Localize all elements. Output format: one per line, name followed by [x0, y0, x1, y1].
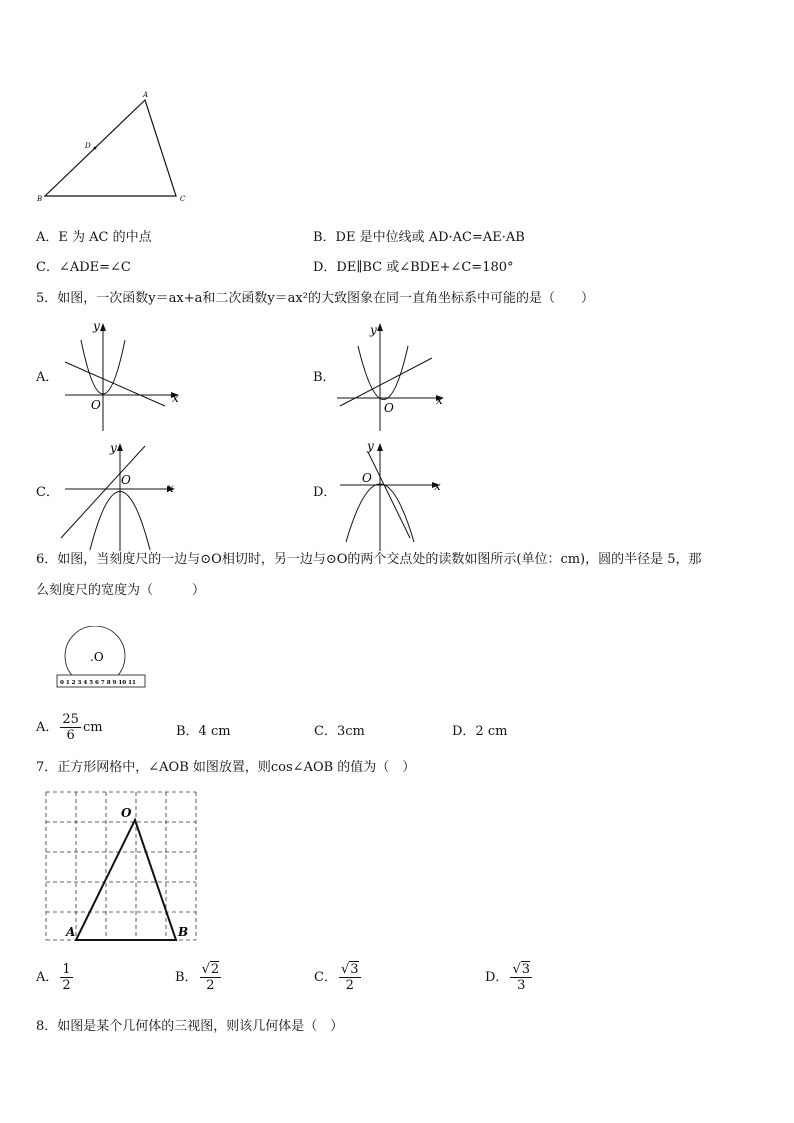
q7-option-c-fraction — [339, 962, 361, 993]
q7-option-a-numerator: 1 — [62, 962, 71, 977]
q6-option-d[interactable]: D．2 cm — [452, 724, 508, 739]
q6-stem-line2: 么刻度尺的宽度为（ ） — [36, 583, 206, 598]
q7-option-a-denominator: 2 — [62, 978, 71, 993]
label-o: O — [121, 806, 132, 820]
q5-graph-d — [332, 438, 452, 556]
q7-option-c-radicand: 3 — [350, 962, 359, 977]
q6-option-a[interactable] — [36, 712, 103, 743]
label-a: A — [66, 925, 76, 939]
q6-option-b[interactable]: B．4 cm — [176, 724, 231, 739]
q5-option-b-label[interactable]: B． — [313, 370, 336, 385]
q6-circle-ruler-figure — [52, 626, 152, 692]
q5a-x-label: x — [172, 391, 179, 405]
q7-option-d-radicand: 3 — [521, 962, 531, 977]
q7-option-d-fraction — [510, 962, 532, 993]
q4-option-a[interactable]: A．E 为 AC 的中点 — [36, 230, 152, 245]
triangle-figure-q4 — [30, 88, 200, 208]
q5-stem: 5．如图，一次函数y＝ax+a和二次函数y＝ax²的大致图象在同一直角坐标系中可能的是（ ） — [36, 291, 594, 306]
q5-option-d-label[interactable]: D． — [313, 485, 337, 500]
q7-option-a-fraction — [60, 962, 72, 993]
label-c: C — [180, 195, 186, 203]
q7-option-c-denominator: 2 — [345, 978, 354, 993]
q5-option-c-label[interactable]: C． — [36, 485, 59, 500]
q7-option-b-prefix: B． — [175, 969, 198, 985]
q4-option-d[interactable]: D．DE∥BC 或∠BDE+∠C=180° — [313, 260, 514, 275]
q5a-y-label: y — [93, 319, 100, 333]
q7-option-c[interactable] — [314, 962, 363, 993]
q5-option-a-label[interactable]: A． — [36, 370, 59, 385]
q4-option-c[interactable]: C．∠ADE=∠C — [36, 260, 131, 275]
q7-option-a[interactable] — [36, 962, 75, 993]
q5d-y-label: y — [367, 439, 374, 453]
q7-option-b-numerator: √2 — [201, 962, 220, 977]
label-a: A — [143, 91, 149, 99]
q6-option-a-denominator: 6 — [66, 728, 75, 743]
q7-option-d-denominator: 3 — [517, 978, 526, 993]
q7-option-c-prefix: C． — [314, 969, 337, 985]
q6-option-a-prefix: A． — [36, 719, 59, 735]
q5b-origin-label: O — [384, 401, 394, 415]
point-d — [94, 147, 97, 150]
q5c-y-label: y — [110, 441, 117, 455]
q7-option-a-prefix: A． — [36, 969, 59, 985]
ruler-readings: 0 1 2 3 4 5 6 7 8 9 10 11 — [60, 680, 136, 686]
q5b-y-label: y — [370, 323, 377, 337]
q6-option-a-numerator: 25 — [62, 712, 79, 727]
q4-option-b[interactable]: B．DE 是中位线或 AD·AC=AE·AB — [313, 230, 525, 245]
q7-option-b[interactable] — [175, 962, 223, 993]
q5a-origin-label: O — [91, 398, 101, 412]
q7-option-b-denominator: 2 — [206, 978, 215, 993]
q5d-x-label: x — [434, 479, 441, 493]
q7-option-c-numerator: √3 — [340, 962, 359, 977]
triangle-abc — [45, 100, 176, 196]
q5b-x-label: x — [436, 393, 443, 407]
q7-option-b-fraction — [200, 962, 222, 993]
q5c-origin-label: O — [121, 473, 131, 487]
q5-graph-b — [332, 318, 452, 436]
q7-option-d[interactable] — [485, 962, 534, 993]
label-b: B — [37, 195, 43, 203]
q5d-origin-label: O — [362, 471, 372, 485]
q5-graph-a — [55, 318, 185, 436]
q7-option-d-prefix: D． — [485, 969, 509, 985]
label-b: B — [178, 925, 189, 939]
q5c-x-label: x — [167, 481, 174, 495]
q7-option-b-radicand: 2 — [210, 962, 220, 977]
q8-stem: 8．如图是某个几何体的三视图，则该几何体是（ ） — [36, 1019, 344, 1034]
triangle-aob — [76, 820, 176, 940]
q5-graph-c — [55, 438, 185, 556]
q6-option-c[interactable]: C．3cm — [314, 724, 365, 739]
q6-stem-line1: 6．如图，当刻度尺的一边与⊙O相切时，另一边与⊙O的两个交点处的读数如图所示(单位：cm)，圆的半径是 5，那 — [36, 552, 702, 567]
q6-option-a-unit: cm — [82, 719, 103, 735]
q7-stem: 7．正方形网格中，∠AOB 如图放置，则cos∠AOB 的值为（ ） — [36, 760, 416, 775]
q7-option-d-numerator: √3 — [512, 962, 531, 977]
label-d: D — [85, 142, 91, 150]
center-o-label: .O — [90, 650, 104, 664]
q6-option-a-fraction — [60, 712, 81, 743]
q7-grid-figure — [40, 786, 200, 946]
